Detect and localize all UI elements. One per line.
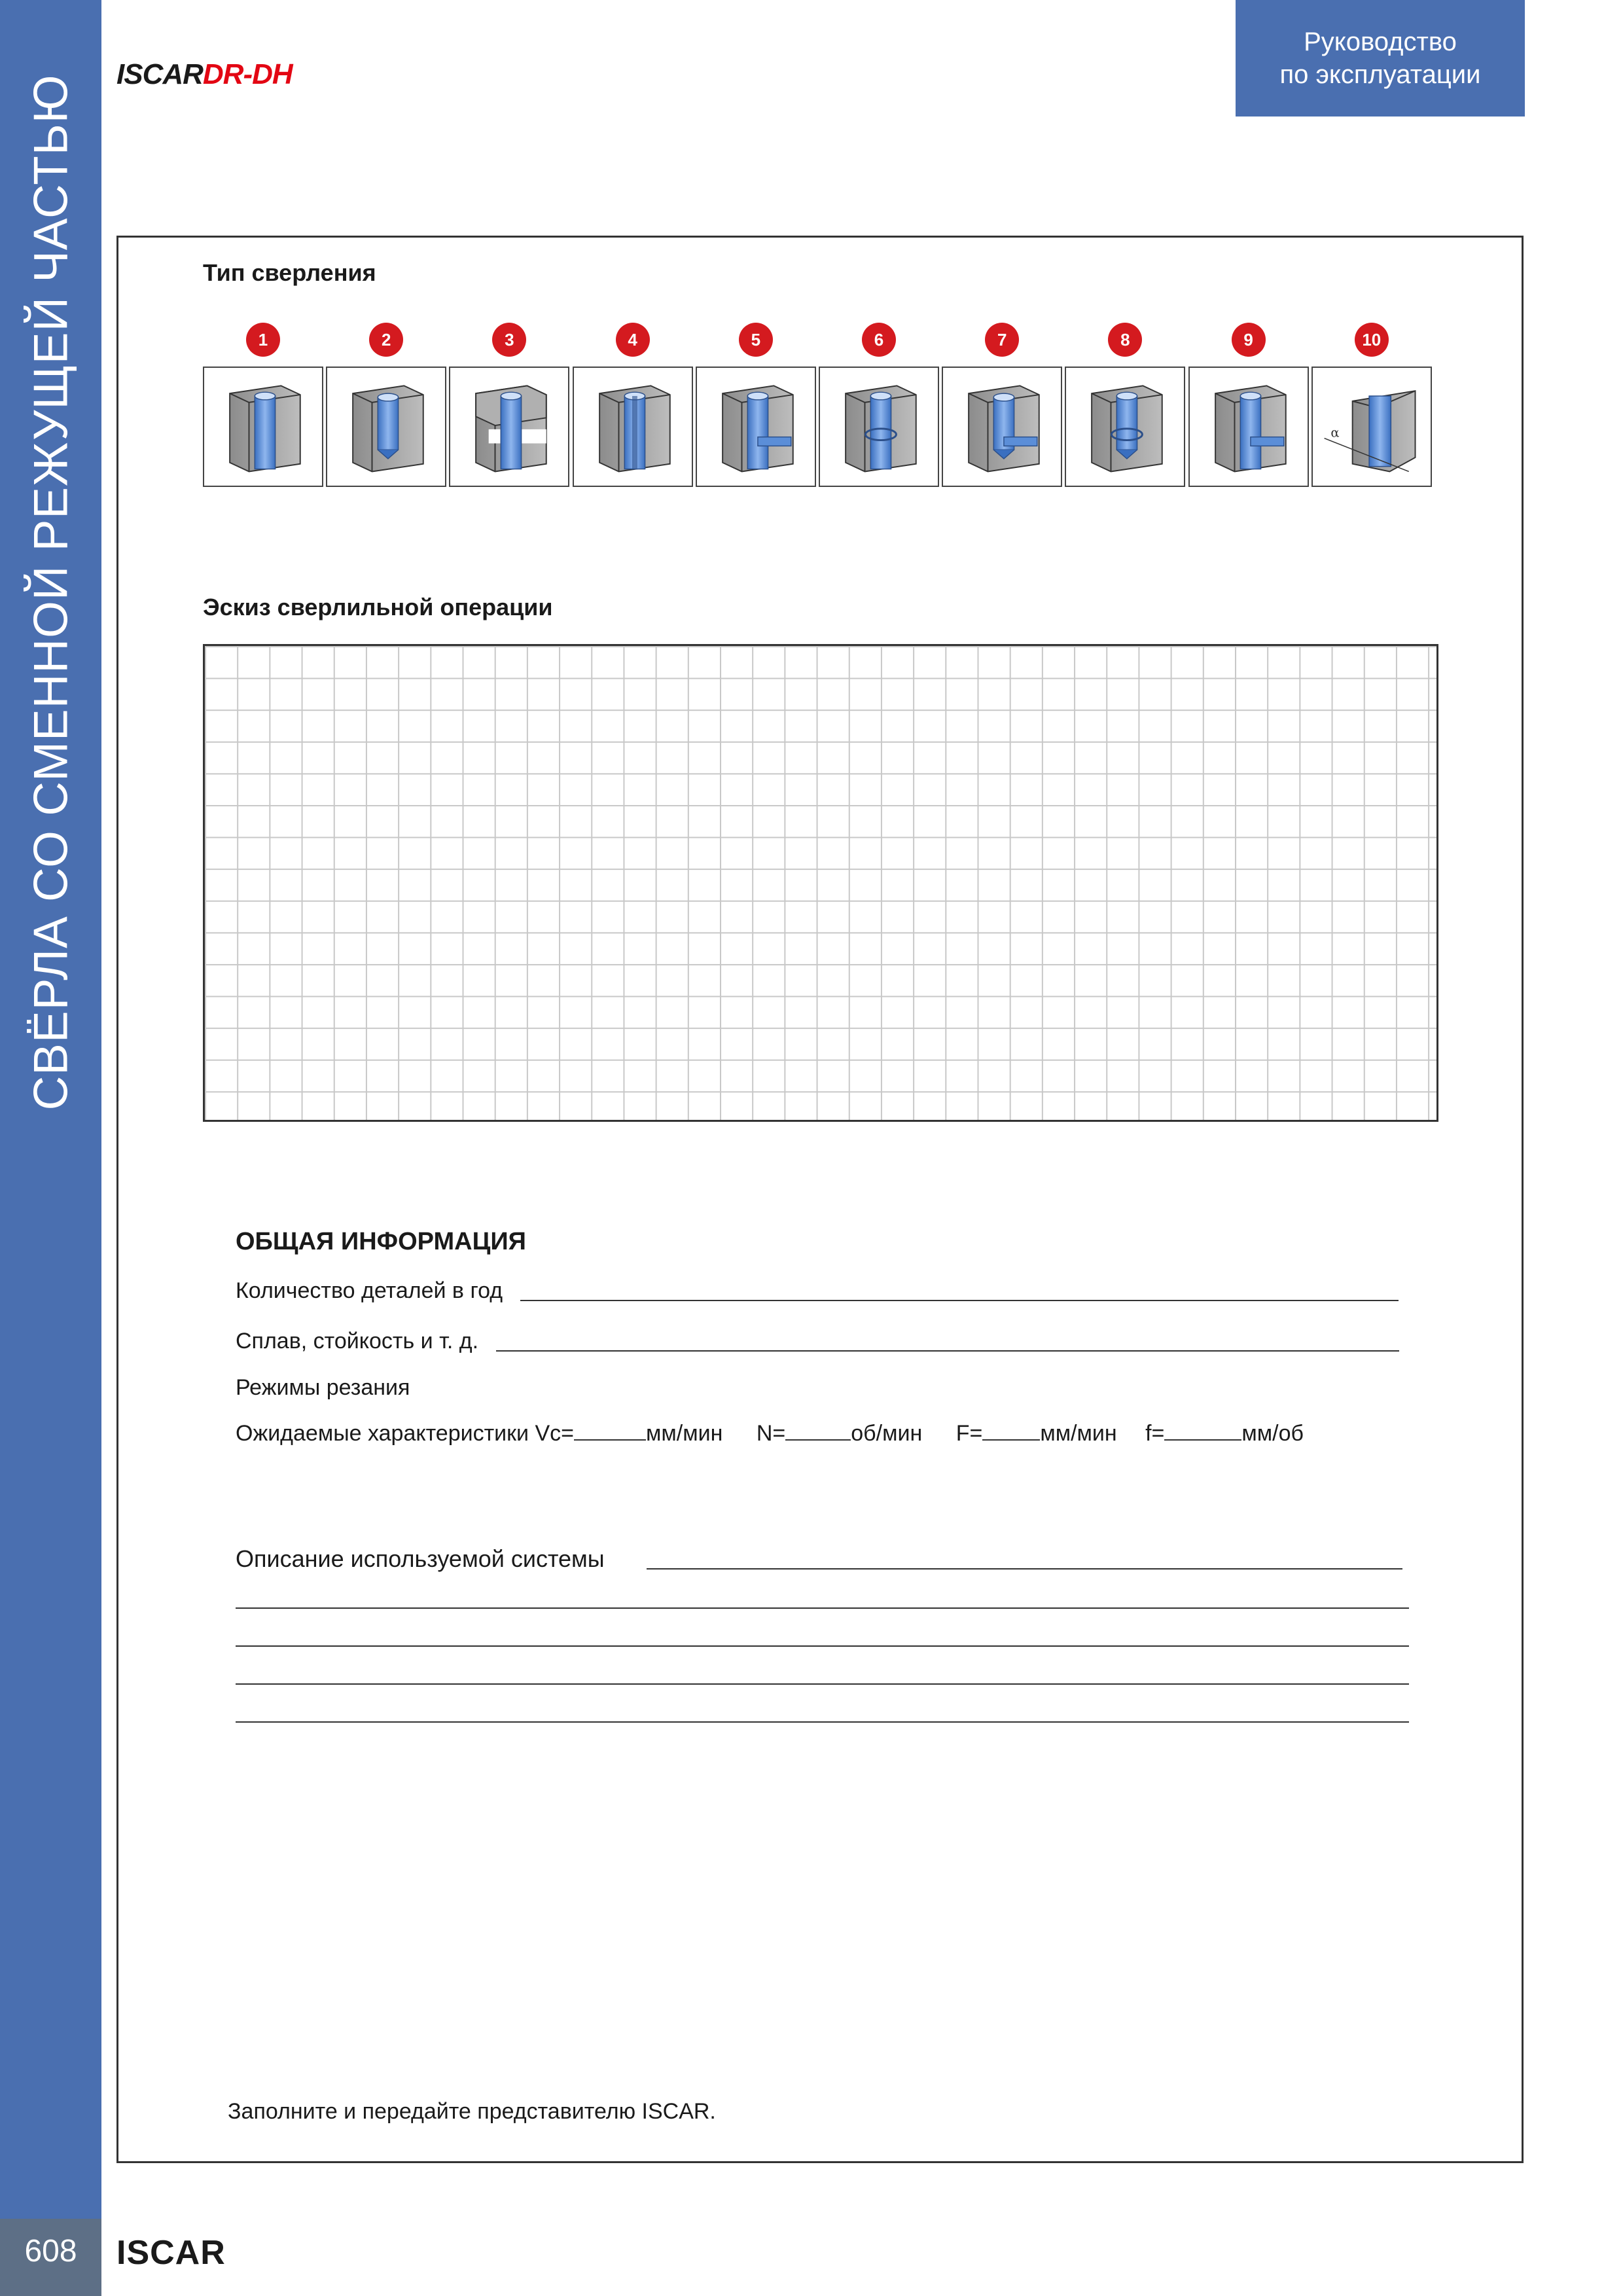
through-hole-icon[interactable]	[203, 367, 323, 487]
expected-characteristics-row	[236, 1419, 1304, 1448]
f2-field[interactable]	[1164, 1420, 1241, 1441]
parts-per-year-label: Количество деталей в год	[236, 1278, 503, 1303]
system-description-line-4[interactable]	[236, 1683, 1409, 1685]
alpha-label: α	[1330, 425, 1340, 440]
form-frame	[116, 236, 1524, 2163]
system-description-line-5[interactable]	[236, 1721, 1409, 1723]
drilling-type-badge-10: 10	[1355, 323, 1389, 357]
iscar-dr-dh-logo: ISCARDR-DH	[116, 58, 293, 90]
manual-line-2: по эксплуатации	[1279, 60, 1481, 89]
inclined-entry-icon[interactable]	[1311, 367, 1432, 487]
blind-hole-icon[interactable]	[326, 367, 446, 487]
drilling-type-badge-6: 6	[862, 323, 896, 357]
drilling-type-badge-5: 5	[739, 323, 773, 357]
drilling-type-title: Тип сверления	[203, 259, 376, 286]
system-description-line-3[interactable]	[236, 1645, 1409, 1647]
cutting-modes-label: Режимы резания	[236, 1375, 410, 1400]
drilling-type-badge-8: 8	[1108, 323, 1142, 357]
n-unit: об/мин	[851, 1421, 923, 1446]
cross-hole-icon[interactable]	[696, 367, 816, 487]
f-label: F=	[955, 1421, 983, 1446]
sketch-grid[interactable]	[203, 644, 1438, 1122]
blind-hole-cross-icon[interactable]	[942, 367, 1062, 487]
drilling-type-badge-2: 2	[369, 323, 403, 357]
blind-hole-groove-icon[interactable]	[1065, 367, 1185, 487]
f-field[interactable]	[982, 1420, 1040, 1441]
system-description-field[interactable]	[647, 1568, 1402, 1570]
n-field[interactable]	[785, 1420, 851, 1441]
drilling-type-badge-1: 1	[246, 323, 280, 357]
footer-brand: ISCAR	[116, 2234, 226, 2272]
page-number: 608	[24, 2234, 77, 2269]
submit-note: Заполните и передайте представителю ISCAR.	[228, 2099, 716, 2124]
system-description-line-2[interactable]	[236, 1607, 1409, 1609]
sidebar-title: СВЁРЛА СО СМЕННОЙ РЕЖУЩЕЙ ЧАСТЬЮ	[24, 74, 78, 1111]
drilling-type-badge-9: 9	[1232, 323, 1266, 357]
vc-field[interactable]	[574, 1420, 646, 1441]
system-description-label: Описание используемой системы	[236, 1545, 605, 1572]
drilling-type-badge-4: 4	[616, 323, 650, 357]
manual-line-1: Руководство	[1304, 27, 1457, 56]
intersecting-hole-icon[interactable]	[573, 367, 693, 487]
drilling-type-badge-7: 7	[985, 323, 1019, 357]
n-label: N=	[756, 1421, 786, 1446]
f2-label: f=	[1145, 1421, 1165, 1446]
interrupted-hole-icon[interactable]	[449, 367, 569, 487]
drilling-type-badge-3: 3	[492, 323, 526, 357]
alloy-label: Сплав, стойкость и т. д.	[236, 1329, 479, 1354]
alloy-field[interactable]	[496, 1350, 1399, 1352]
general-info-title: ОБЩАЯ ИНФОРМАЦИЯ	[236, 1228, 526, 1255]
expected-prefix: Ожидаемые характеристики Vc=	[236, 1421, 575, 1446]
through-hole-cross-icon[interactable]	[1188, 367, 1309, 487]
manual-header-box	[1236, 0, 1525, 117]
parts-per-year-field[interactable]	[520, 1300, 1399, 1301]
hole-with-groove-icon[interactable]	[819, 367, 939, 487]
sketch-title: Эскиз сверлильной операции	[203, 594, 553, 620]
f2-unit: мм/об	[1241, 1421, 1304, 1446]
f-unit: мм/мин	[1040, 1421, 1117, 1446]
vc-unit: мм/мин	[646, 1421, 723, 1446]
